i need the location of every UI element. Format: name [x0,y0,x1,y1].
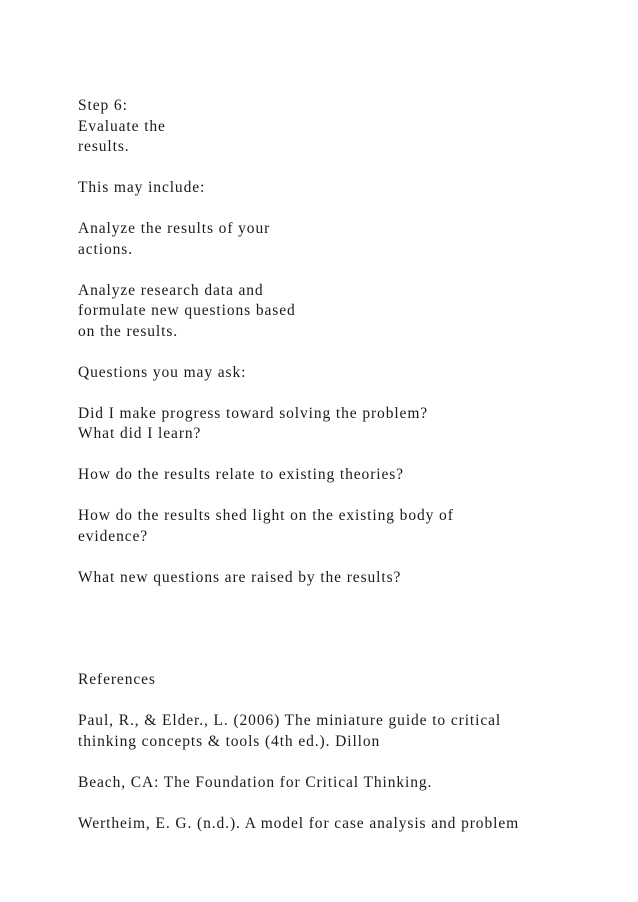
include-item-line: Analyze the results of your [78,220,271,237]
include-item-line: actions. [78,240,133,258]
paragraph-gap [78,752,618,773]
document-body [78,96,618,834]
reference-line: thinking concepts & tools (4th ed.). Dillon [78,732,381,750]
reference-line: Paul, R., & Elder., L. (2006) The miniature guide to critical [78,712,502,729]
paragraph-gap [78,199,618,220]
reference-entry [78,711,618,752]
paragraph-gap [78,342,618,363]
paragraph-gap [78,588,618,609]
question-item [78,465,618,486]
paragraph-gap [78,445,618,466]
step-heading [78,96,618,158]
include-item [78,281,618,343]
paragraph-gap [78,260,618,281]
question-item [78,404,618,445]
step-heading-line: Step 6: [78,97,128,114]
include-intro: This may include: [78,179,206,196]
include-item [78,219,618,260]
question-line: What did I learn? [78,425,202,442]
paragraph-gap [78,609,618,630]
paragraph-gap [78,691,618,712]
paragraph-gap [78,547,618,568]
include-item-line: formulate new questions based [78,302,296,319]
paragraph-gap [78,793,618,814]
reference-line: Wertheim, E. G. (n.d.). A model for case analysis and problem [78,814,520,832]
step-heading-line: results. [78,138,130,155]
references-heading: References [78,671,156,688]
question-line: What new questions are raised by the results? [78,568,402,586]
include-item-line: Analyze research data and [78,281,264,299]
reference-entry [78,814,618,835]
question-line: How do the results shed light on the existing body of [78,507,454,524]
question-line: Did I make progress toward solving the problem? [78,404,429,422]
paragraph-gap [78,158,618,179]
paragraph-gap [78,383,618,404]
question-item [78,506,618,547]
question-line: How do the results relate to existing theories? [78,466,404,483]
paragraph-gap [78,486,618,507]
step-heading-line: Evaluate the [78,117,166,135]
reference-line: Beach, CA: The Foundation for Critical Thinking. [78,773,433,791]
questions-intro: Questions you may ask: [78,363,247,381]
paragraph-gap [78,650,618,671]
question-line: evidence? [78,527,149,545]
reference-entry [78,773,618,794]
include-item-line: on the results. [78,322,179,340]
question-item [78,568,618,589]
paragraph-gap [78,629,618,650]
